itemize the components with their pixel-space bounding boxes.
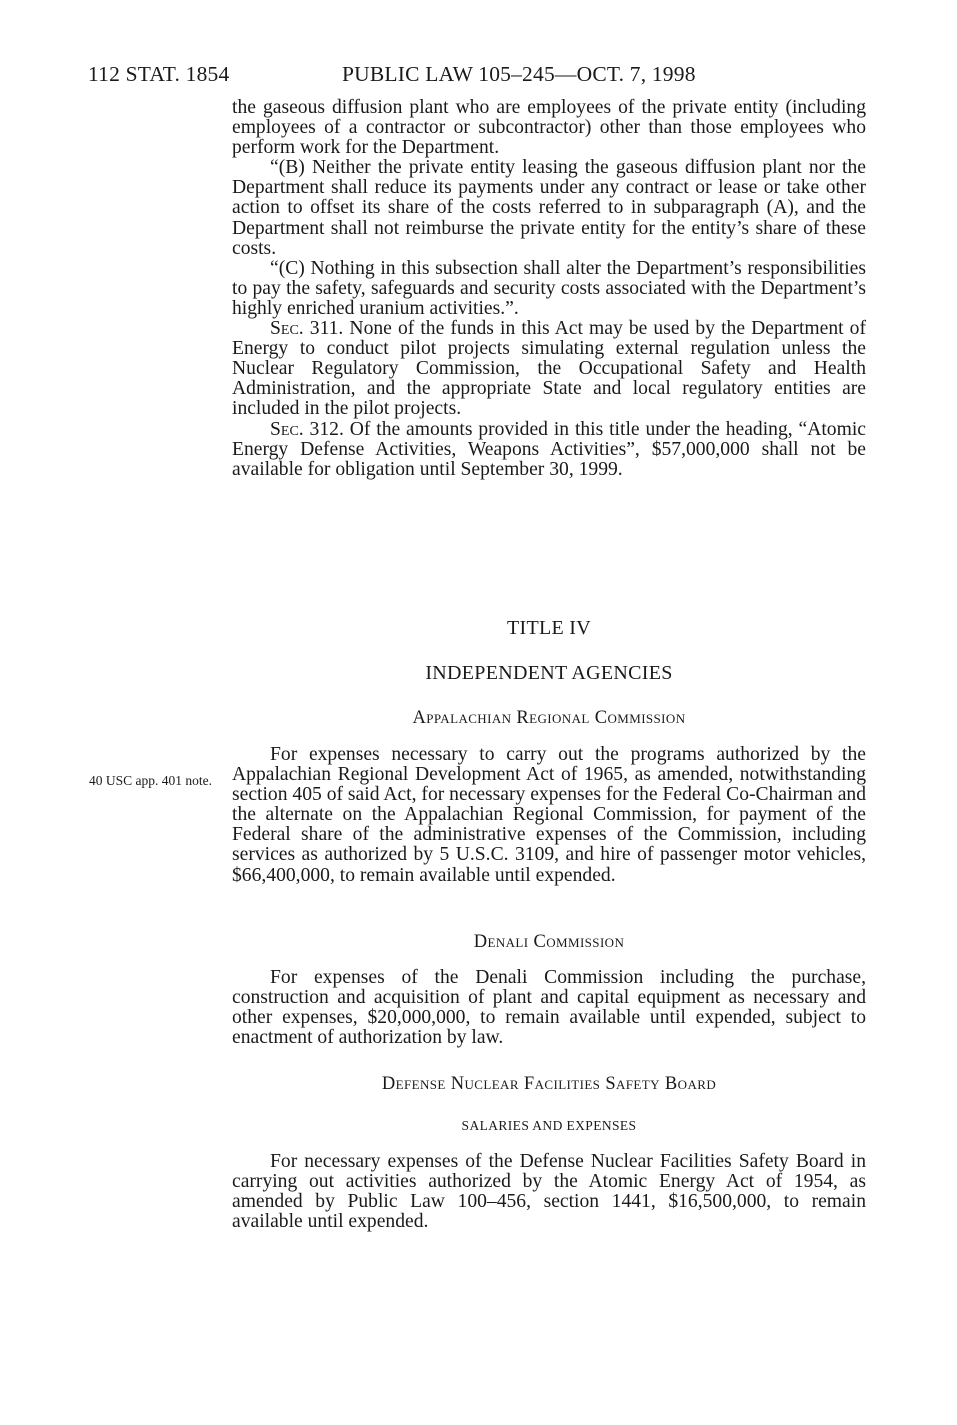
continued-provisions: [232, 98, 866, 480]
section-312-label: Sec. 312.: [270, 418, 344, 440]
running-header: [88, 62, 696, 87]
appalachian-heading: Appalachian Regional Commission: [412, 708, 686, 728]
dnfsb-section: [232, 1152, 866, 1232]
denali-section: [232, 968, 866, 1048]
margin-note: 40 USC app. 401 note.: [89, 773, 212, 788]
dnfsb-heading: Defense Nuclear Facilities Safety Board: [381, 1074, 717, 1094]
appalachian-text: For expenses necessary to carry out the programs authorized by the Appalachian Regional Development Act of 1965, as amended, notwithstanding section 405 of said Act, for necessary expenses for the Federal Co-Chairman and the alternate on the Appalachian Regional Commission, for payment of the Federal share of the administrative expenses of the Commission, including services as authorized by 5 U.S.C. 3109, and hire of passenger motor vehicles, $66,400,000, to remain available until expended.: [232, 744, 866, 886]
denali-heading: Denali Commission: [473, 932, 625, 952]
section-312-text: Of the amounts provided in this title under the heading, “Atomic Energy Defense Activities, Weapons Activities”, $57,000,000 shall not be available for obligation until September 30, 1999.: [232, 418, 866, 480]
stat-page-number: 112 STAT. 1854: [88, 62, 230, 86]
denali-text: For expenses of the Denali Commission including the purchase, construction and acquisition of plant and capital equipment as necessary and other expenses, $20,000,000, to remain available until expended, subject to enactment of authorization by law.: [232, 967, 866, 1049]
dnfsb-subheading: SALARIES AND EXPENSES: [461, 1118, 637, 1133]
paragraph-continuation: the gaseous diffusion plant who are employees of the private entity (including employees of a contractor or subcontractor) other than those employees who perform work for the Department.: [232, 97, 866, 159]
paragraph-b: “(B) Neither the private entity leasing the gaseous diffusion plant nor the Department shall reduce its payments under any contract or lease or take other action to offset its share of the costs referred to in subparagraph (A), and the Department shall not reimburse the private entity for the entity’s share of these costs.: [232, 157, 866, 259]
paragraph-c: “(C) Nothing in this subsection shall alter the Department’s responsibilities to pay the safety, safeguards and security costs associated with the Department’s highly enriched uranium activities.”.: [232, 257, 866, 319]
dnfsb-text: For necessary expenses of the Defense Nuclear Facilities Safety Board in carrying out activities authorized by the Atomic Energy Act of 1954, as amended by Public Law 100–456, section 1441, $16,500,000, to remain available until expended.: [232, 1151, 866, 1233]
section-311: [232, 319, 866, 419]
section-311-text: None of the funds in this Act may be used by the Department of Energy to conduct pilot projects simulating external regulation unless the Nuclear Regulatory Commission, the Occupational Safety and Health Administration, and the appropriate State and local regulatory entities are included in the pilot projects.: [232, 318, 866, 420]
title-number: TITLE IV: [506, 617, 592, 639]
title-name: INDEPENDENT AGENCIES: [425, 662, 673, 684]
appalachian-section: [232, 745, 866, 886]
section-311-label: Sec. 311.: [270, 318, 344, 340]
public-law-citation: PUBLIC LAW 105–245—OCT. 7, 1998: [342, 62, 696, 86]
section-312: [232, 420, 866, 480]
